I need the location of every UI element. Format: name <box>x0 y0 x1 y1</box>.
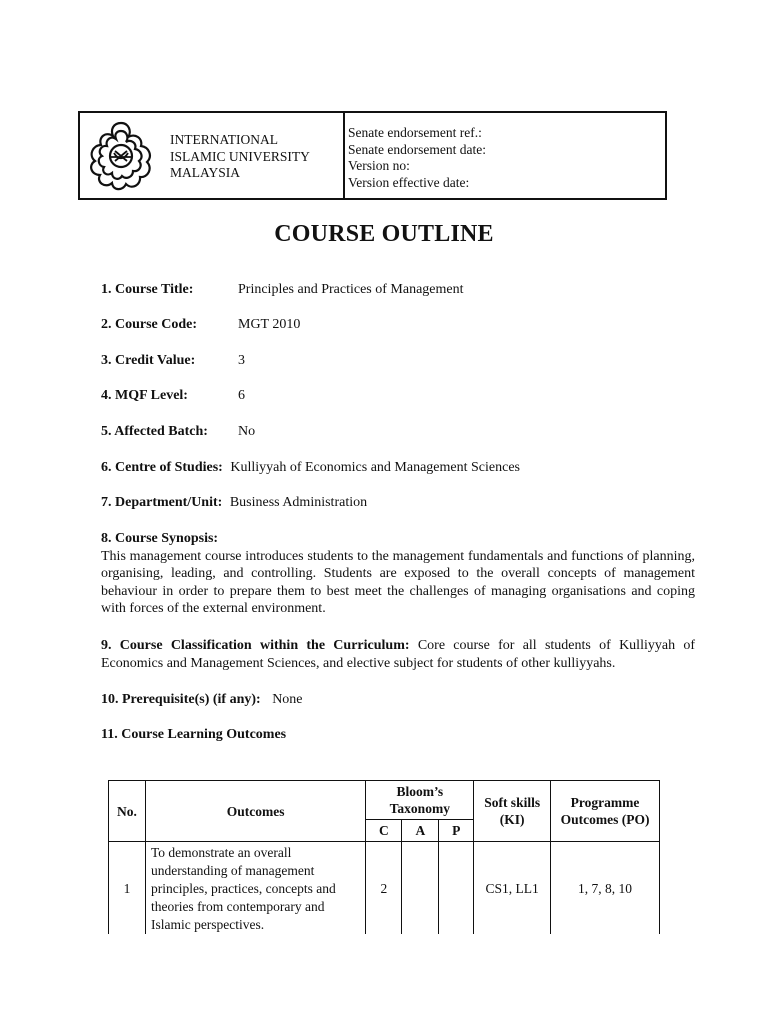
course-title-field <box>101 281 464 299</box>
field-label: 7. Department/Unit: <box>101 495 223 510</box>
classification-label: 9. Course Classification within the Curriculum: <box>101 638 410 653</box>
university-logo-icon <box>84 119 158 193</box>
row-a <box>402 842 439 937</box>
classification-text: Core course for all students of Kulliyyah of Economics and Management Sciences, and elective subject for students of other kulliyyahs. <box>101 638 695 671</box>
field-label: 6. Centre of Studies: <box>101 460 223 475</box>
header-c: C <box>366 820 402 842</box>
course-classification <box>101 637 695 672</box>
centre-of-studies-field <box>101 459 520 477</box>
row-outcome: To demonstrate an overall understanding of management principles, practices, concepts and theories from contemporary and Islamic perspectives. <box>145 842 365 937</box>
page-title: COURSE OUTLINE <box>274 221 494 247</box>
table-header-row <box>109 781 660 820</box>
affected-batch-field <box>101 423 256 441</box>
version-no: Version no: <box>348 158 410 173</box>
field-value: 6 <box>238 388 245 403</box>
field-label: 1. Course Title: <box>101 282 194 297</box>
row-po: 1, 7, 8, 10 <box>551 842 660 937</box>
field-label: 4. MQF Level: <box>101 388 188 403</box>
university-name-line-1: INTERNATIONAL <box>170 132 278 147</box>
senate-ref: Senate endorsement ref.: <box>348 125 482 140</box>
header-p: P <box>439 820 474 842</box>
field-value: Principles and Practices of Management <box>238 282 464 297</box>
clo-heading <box>101 726 286 744</box>
row-soft-skills: CS1, LL1 <box>474 842 551 937</box>
prerequisite-field <box>101 691 303 709</box>
table-row <box>109 842 660 937</box>
document-header <box>78 111 667 200</box>
field-label: 10. Prerequisite(s) (if any): <box>101 692 261 707</box>
page-cutoff <box>108 934 660 1024</box>
header-a: A <box>402 820 439 842</box>
field-value: Business Administration <box>229 495 368 510</box>
university-name-line-2: ISLAMIC UNIVERSITY <box>170 148 310 164</box>
synopsis-text: This management course introduces students to the management fundamentals and functions of planning, organising, leading, and controlling. Students are exposed to the overall concepts of management behaviour in order to prepare them to best meet the challenges of managing organisations and coping with forces of the external environment. <box>101 548 695 616</box>
version-date: Version effective date: <box>348 174 470 190</box>
field-label: 2. Course Code: <box>101 317 198 332</box>
row-c: 2 <box>366 842 402 937</box>
field-value: Kulliyyah of Economics and Management Sciences <box>230 460 520 475</box>
university-name-line-3: MALAYSIA <box>170 165 241 180</box>
header-bloom: Bloom’s Taxonomy <box>366 781 474 820</box>
header-soft-skills: Soft skills (KI) <box>474 781 551 842</box>
university-name <box>170 132 310 182</box>
senate-date: Senate endorsement date: <box>348 141 486 157</box>
department-field <box>101 494 367 512</box>
mqf-level-field <box>101 387 245 405</box>
course-code-field <box>101 316 301 334</box>
field-label: 3. Credit Value: <box>101 353 196 368</box>
university-block <box>80 113 345 198</box>
clo-heading-text: 11. Course Learning Outcomes <box>101 727 287 742</box>
field-label: 5. Affected Batch: <box>101 424 208 439</box>
header-outcomes: Outcomes <box>145 781 365 842</box>
row-p <box>439 842 474 937</box>
learning-outcomes-table <box>108 780 660 937</box>
field-value: MGT 2010 <box>238 317 301 332</box>
field-value: No <box>238 424 256 439</box>
endorsement-block <box>348 125 486 191</box>
synopsis-label: 8. Course Synopsis: <box>101 531 219 546</box>
header-programme-outcomes: Programme Outcomes (PO) <box>551 781 660 842</box>
header-no: No. <box>109 781 146 842</box>
field-value: 3 <box>238 353 245 368</box>
course-synopsis <box>101 530 695 618</box>
row-no: 1 <box>109 842 146 937</box>
field-value: None <box>272 692 303 707</box>
credit-value-field <box>101 352 245 370</box>
